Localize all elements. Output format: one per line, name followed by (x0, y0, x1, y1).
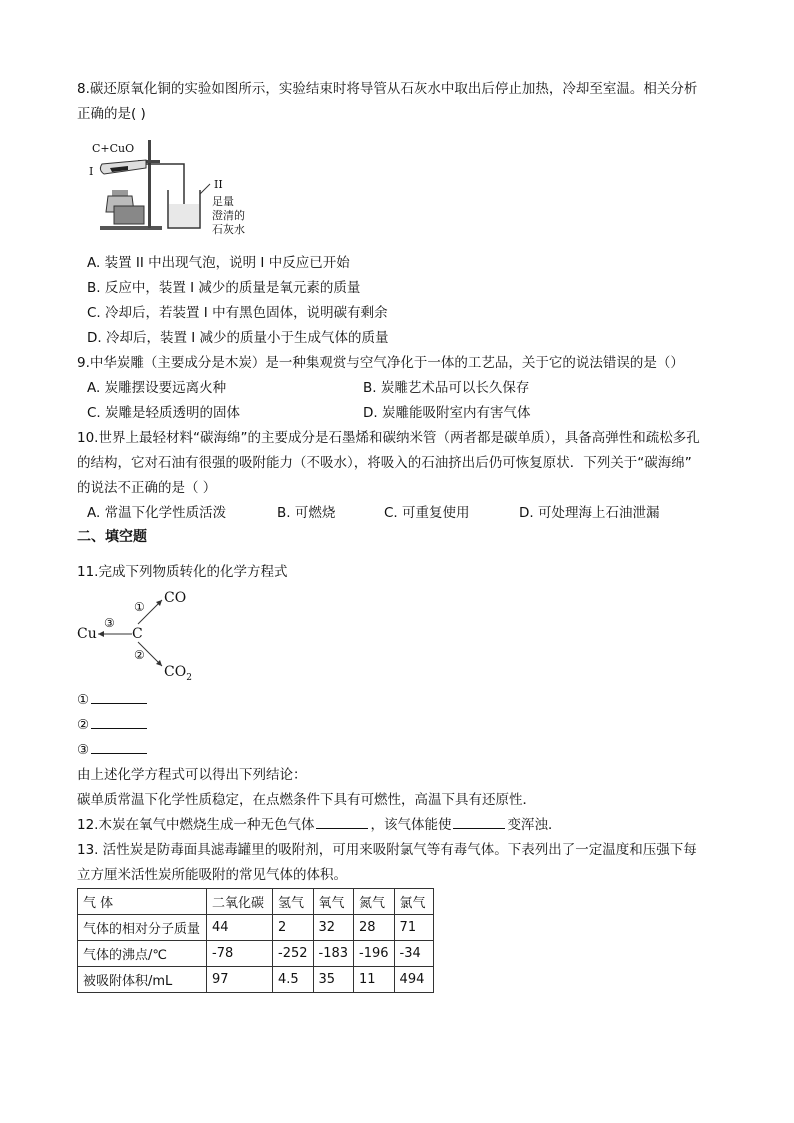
q10-option-b: B. 可燃烧 (277, 505, 336, 521)
reactant-label: C+CuO (92, 142, 135, 155)
q11-blank-1: ① (77, 690, 149, 710)
diagram-arrow2-label: ② (134, 648, 145, 662)
limewater (169, 204, 199, 227)
q8-stem-line1: 8.碳还原氧化铜的实验如图所示，实验结束时将导管从石灰水中取出后停止加热，冷却至室温。相关分析 (77, 81, 698, 97)
answer-blank[interactable] (91, 741, 147, 754)
table-cell: 97 (207, 967, 273, 993)
q11-blank-2: ② (77, 715, 149, 735)
table-cell: -196 (354, 941, 395, 967)
q10-option-c: C. 可重复使用 (384, 505, 470, 521)
table-row (78, 915, 434, 941)
q13-stem-line1: 13. 活性炭是防毒面具滤毒罐里的吸附剂，可用来吸附氯气等有毒气体。下表列出了一定温度和压强下每 (77, 842, 697, 858)
q9-option-c: C. 炭雕是轻质透明的固体 (87, 405, 241, 421)
section-heading: 二、填空题 (77, 529, 147, 545)
q11-conclusion: 碳单质常温下化学性质稳定，在点燃条件下具有可燃性，高温下具有还原性． (77, 792, 536, 808)
table-header-cell: 氧气 (313, 889, 354, 915)
table-header-cell: 氢气 (273, 889, 314, 915)
table-header-row (78, 889, 434, 915)
q10-option-d: D. 可处理海上石油泄漏 (519, 505, 660, 521)
q8-option-a: A. 装置 II 中出现气泡，说明 I 中反应已开始 (87, 255, 350, 271)
q8-option-b: B. 反应中，装置 I 减少的质量是氧元素的质量 (87, 280, 361, 296)
q11-conclusion-intro: 由上述化学方程式可以得出下列结论： (77, 767, 307, 783)
q9-option-b: B. 炭雕艺术品可以长久保存 (363, 380, 530, 396)
q11-blank-3: ③ (77, 740, 149, 760)
diagram-center-c: C (132, 626, 143, 642)
table-cell: 被吸附体积/mL (78, 967, 207, 993)
table-row (78, 941, 434, 967)
solution-label-2: 澄清的 (212, 209, 245, 222)
table-cell: -252 (273, 941, 314, 967)
gas-adsorption-table (77, 888, 434, 993)
q10-stem-line1: 10.世界上最轻材料“碳海绵”的主要成分是石墨烯和碳纳米管（两者都是碳单质），具备高弹性和疏松多孔 (77, 430, 700, 446)
table-header-cell: 氯气 (394, 889, 433, 915)
q9-option-d: D. 炭雕能吸附室内有害气体 (363, 405, 531, 421)
q8-stem-line2: 正确的是( ) (77, 106, 146, 122)
solution-label-3: 石灰水 (212, 223, 245, 236)
table-cell: -34 (394, 941, 433, 967)
diagram-left-cu: Cu (77, 626, 97, 642)
device2-label: II (214, 178, 223, 191)
q11-stem: 11.完成下列物质转化的化学方程式 (77, 564, 288, 580)
table-cell: 28 (354, 915, 395, 941)
table-header-cell: 氮气 (354, 889, 395, 915)
lamp-top (112, 190, 128, 196)
table-cell: 11 (354, 967, 395, 993)
lamp-block (114, 206, 144, 224)
stand-base (100, 226, 162, 230)
device1-label: I (89, 165, 94, 178)
diagram-arrow1-label: ① (134, 600, 145, 614)
table-cell: 35 (313, 967, 354, 993)
answer-blank[interactable] (91, 691, 147, 704)
table-cell: 4.5 (273, 967, 314, 993)
table-row (78, 967, 434, 993)
diagram-top-co: CO (164, 590, 187, 606)
table-cell: 气体的沸点/℃ (78, 941, 207, 967)
q9-stem: 9.中华炭雕（主要成分是木炭）是一种集观赏与空气净化于一体的工艺品，关于它的说法错误的是（） (77, 355, 684, 371)
q13-stem-line2: 立方厘米活性炭所能吸附的常见气体的体积。 (77, 867, 347, 883)
table-cell: 44 (207, 915, 273, 941)
diagram-arrow3-label: ③ (104, 616, 115, 630)
q10-stem-line2: 的结构，它对石油有很强的吸附能力（不吸水），将吸入的石油挤出后仍可恢复原状．下列关于“碳海绵” (77, 455, 692, 471)
answer-blank[interactable] (453, 816, 505, 829)
q8-option-d: D. 冷却后，装置 I 减少的质量小于生成气体的质量 (87, 330, 389, 346)
q12-stem: 12.木炭在氧气中燃烧生成一种无色气体 ，该气体能使 变浑浊． (77, 817, 562, 833)
table-cell: -183 (313, 941, 354, 967)
stand-rod (148, 140, 151, 228)
delivery-tube (146, 164, 184, 206)
table-cell: 71 (394, 915, 433, 941)
diagram-bottom-co2: $CO_2$ (164, 664, 192, 683)
table-cell: 32 (313, 915, 354, 941)
table-header-cell: 气 体 (78, 889, 207, 915)
q9-option-a: A. 炭雕摆设要远离火种 (87, 380, 227, 396)
table-cell: 494 (394, 967, 433, 993)
solution-label-1: 足量 (212, 195, 234, 208)
table-cell: -78 (207, 941, 273, 967)
q10-stem-line3: 的说法不正确的是（ ） (77, 480, 217, 496)
q10-option-a: A. 常温下化学性质活泼 (87, 505, 227, 521)
answer-blank[interactable] (91, 716, 147, 729)
table-cell: 2 (273, 915, 314, 941)
pointer-line (200, 184, 210, 194)
q8-option-c: C. 冷却后，若装置 I 中有黑色固体，说明碳有剩余 (87, 305, 388, 321)
table-cell: 气体的相对分子质量 (78, 915, 207, 941)
table-header-cell: 二氧化碳 (207, 889, 273, 915)
answer-blank[interactable] (316, 816, 368, 829)
